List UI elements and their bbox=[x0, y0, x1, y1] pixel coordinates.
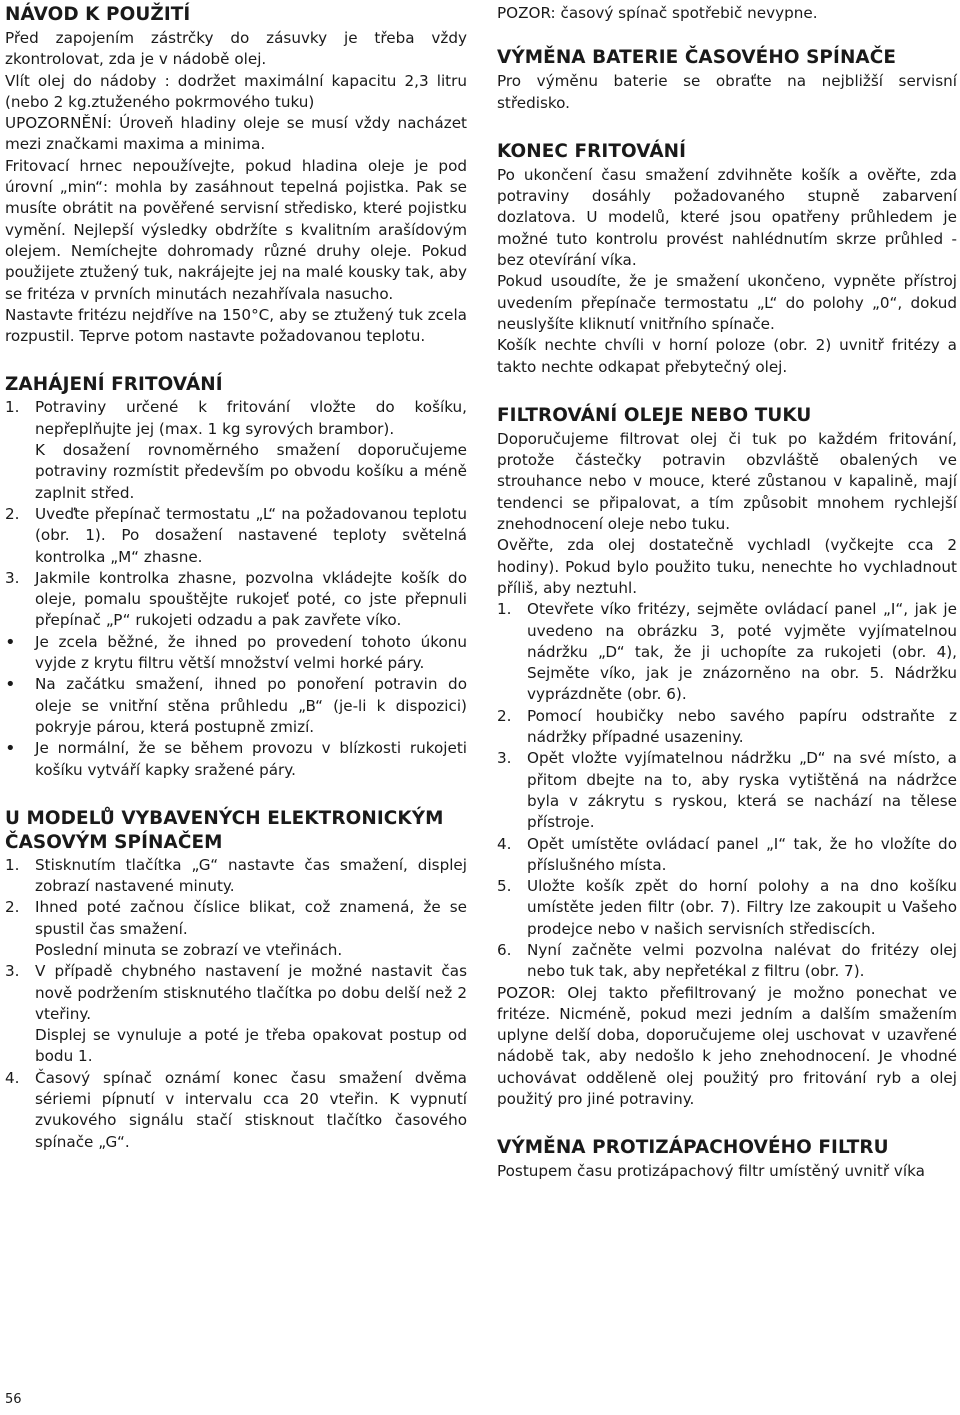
bullet-item bbox=[5, 632, 467, 675]
list-item bbox=[497, 834, 957, 877]
warning-paragraph: POZOR: Olej takto přefiltrovaný je možno ponechat ve fritéze. Nicméně, pokud mezi jedním a dalším smažením uplyne delší doba, doporučujeme olej uschovat v uzavřené nádobě tak, aby nedošlo k jeho znehodnocení. Je vhodné uchovávat odděleně olej použitý pro fritování ryb a olej použitý pro jiné potraviny. bbox=[497, 983, 957, 1109]
section-title-navod: NÁVOD K POUŽITÍ bbox=[5, 4, 191, 25]
item-number: 1. bbox=[5, 855, 20, 874]
item-number: 2. bbox=[5, 898, 20, 917]
item-text: Uveďte přepínač termostatu „L“ na požadovanou teplotu (obr. 1). Po dosažení nastavené teploty světelná kontrolka „M“ zhasne. bbox=[35, 504, 467, 566]
item-number: 1. bbox=[5, 398, 20, 417]
item-text: Uložte košík zpět do horní polohy a na dno košíku umístěte jeden filtr (obr. 7). Filtry lze zakoupit u Vašeho prodejce nebo v našich servisních střediscích. bbox=[527, 877, 957, 938]
list-item bbox=[497, 706, 957, 749]
right-column bbox=[497, 3, 957, 1183]
item-number: 4. bbox=[5, 1068, 20, 1087]
item-text: Pomocí houbičky nebo savého papíru odstraňte z nádržky případné usazeniny. bbox=[527, 706, 957, 747]
filter-steps-list bbox=[497, 599, 957, 982]
bullet-item bbox=[5, 674, 467, 738]
section-title-filtrovani: FILTROVÁNÍ OLEJE NEBO TUKU bbox=[497, 404, 812, 426]
list-item bbox=[497, 599, 957, 705]
item-number: 1. bbox=[497, 600, 512, 619]
list-item bbox=[5, 961, 467, 1025]
item-text: V případě chybného nastavení je možné nastavit čas nově podržením stisknutého tlačítka po dobu delší než 2 vteřiny. bbox=[35, 962, 467, 1023]
item-text: Je normální, že se během provozu v blízkosti rukojeti košíku vytváří kapky sražené páry. bbox=[35, 739, 467, 779]
item-number: 6. bbox=[497, 940, 512, 959]
list-item bbox=[5, 1068, 467, 1153]
section-title-zahajeni: ZAHÁJENÍ FRITOVÁNÍ bbox=[5, 374, 223, 396]
bullet-icon: • bbox=[5, 674, 16, 696]
section-title-modely: U MODELŮ VYBAVENÝCH ELEKTRONICKÝM ČASOVÝM SPÍNAČEM bbox=[5, 807, 444, 853]
paragraph: Košík nechte chvíli v horní poloze (obr. 2) uvnitř fritézy a takto nechte odkapat přebytečný olej. bbox=[497, 336, 957, 376]
item-number: 3. bbox=[5, 962, 20, 981]
list-item bbox=[497, 748, 957, 833]
paragraph: Po ukončení času smažení zdvihněte košík a ověřte, zda potraviny dosáhly požadovaného stupně zabarvení dozlatova. U modelů, které jsou opatřeny průhledem je možné tuto kontrolu provést nahlédnutím skrze průhled - bez otevírání víka. bbox=[497, 165, 957, 270]
warning-paragraph: POZOR: časový spínač spotřebič nevypne. bbox=[497, 4, 818, 22]
list-item bbox=[497, 940, 957, 983]
page-number: 56 bbox=[5, 1392, 22, 1407]
paragraph: Fritovací hrnec nepoužívejte, pokud hladina oleje je pod úrovní „min“: mohla by zasáhnout tepelná pojistka. Pak se musíte obrátit na pověřené servisní středisko, které pojistku vymění. Nejlepší výsledky obdržíte s kvalitním arašídovým olejem. Nemíchejte dohromady různé druhy oleje. Pokud použijete ztužený tuk, nakrájejte jej na malé kousky tak, aby se fritéza v prvních minutách nezahřívala nasucho. bbox=[5, 156, 467, 303]
paragraph: Postupem času protizápachový filtr umístěný uvnitř víka bbox=[497, 1162, 925, 1181]
section-title-baterie: VÝMĚNA BATERIE ČASOVÉHO SPÍNAČE bbox=[497, 47, 897, 69]
item-text: Na začátku smažení, ihned po ponoření potravin do oleje se vnitřní stěna průhledu „B“ (je-li k dispozici) pokryje párou, která postupně zmizí. bbox=[35, 675, 467, 736]
item-text: Potraviny určené k fritování vložte do košíku, nepřeplňujte jej (max. 1 kg syrových brambor). bbox=[35, 398, 467, 438]
left-column bbox=[5, 3, 467, 1153]
paragraph: Ověřte, zda olej dostatečně vychladl (vyčkejte cca 2 hodiny). Pokud bylo použito tuku, nenechte ho vychladnout příliš, aby neztuhl. bbox=[497, 536, 957, 597]
item-text: Ihned poté začnou číslice blikat, což znamená, že se spustil čas smažení. bbox=[35, 898, 467, 938]
list-item bbox=[5, 397, 467, 440]
item-number: 4. bbox=[497, 834, 512, 853]
item-number: 2. bbox=[497, 706, 512, 725]
list-item bbox=[497, 876, 957, 940]
section-title-protizapachovy: VÝMĚNA PROTIZÁPACHOVÉHO FILTRU bbox=[497, 1137, 889, 1159]
item-text: Opět vložte vyjímatelnou nádržku „D“ na své místo, a přitom dbejte na to, aby ryska vytištěná na nádržce byla v zákrytu s ryskou, která se nachází na tělese přístroje. bbox=[527, 749, 957, 832]
paragraph: Vlít olej do nádoby : dodržet maximální kapacitu 2,3 litru (nebo 2 kg.ztuženého pokrmového tuku) bbox=[5, 71, 467, 111]
item-text: Stisknutím tlačítka „G“ nastavte čas smažení, displej zobrazí nastavené minuty. bbox=[35, 855, 467, 896]
paragraph: Doporučujeme filtrovat olej či tuk po každém fritování, protože částečky potravin obzvláště obalených ve strouhance nebo v mouce, které zůstanou v kapalině, mají tendenci se připalovat, a tím způsobit mnohem rychlejší znehodnocení oleje nebo tuku. bbox=[497, 429, 957, 534]
item-text: Časový spínač oznámí konec času smažení dvěma sériemi pípnutí v intervalu cca 20 vteřin. K vypnutí zvukového signálu stačí stisknout tlačítko časového spínače „G“. bbox=[35, 1068, 467, 1151]
warning-paragraph: UPOZORNĚNÍ: Úroveň hladiny oleje se musí vždy nacházet mezi značkami maxima a minima. bbox=[5, 114, 467, 154]
item-subtext: Poslední minuta se zobrazí ve vteřinách. bbox=[35, 940, 343, 959]
paragraph: Před zapojením zástrčky do zásuvky je třeba vždy zkontrolovat, zda je v nádobě olej. bbox=[5, 29, 467, 69]
item-text: Otevřete víko fritézy, sejměte ovládací panel „I“, jak je uvedeno na obrázku 3, poté vyjměte vyjímatelnou nádržku „D“ tak, že ji uchopíte za rukojeti (obr. 4), Sejměte víko, jak je znázorněno na obr. 5. Nádržku vyprázdněte (obr. 6). bbox=[527, 600, 957, 704]
item-text: Opět umístěte ovládací panel „I“ tak, že ho vložíte do příslušného místa. bbox=[527, 834, 957, 874]
bullet-item bbox=[5, 738, 467, 781]
bullet-icon: • bbox=[5, 631, 16, 653]
list-item bbox=[5, 855, 467, 898]
bullet-icon: • bbox=[5, 738, 16, 760]
section-title-konec: KONEC FRITOVÁNÍ bbox=[497, 140, 687, 162]
item-text: Jakmile kontrolka zhasne, pozvolna vkládejte košík do oleje, pomalu spouštějte rukojeť poté, co jste přepnuli přepínač „P“ rukojeti odzadu a pak zavřete víko. bbox=[35, 568, 467, 630]
item-text: Nyní začněte velmi pozvolna nalévat do fritézy olej nebo tuk tak, aby nepřetékal z filtru (obr. 7). bbox=[527, 940, 957, 981]
item-number: 3. bbox=[497, 749, 512, 768]
item-number: 5. bbox=[497, 877, 512, 896]
paragraph: Pokud usoudíte, že je smažení ukončeno, vypněte přístroj uvedením přepínače termostatu „L“ do polohy „0“, dokud neuslyšíte kliknutí vnitřního spínače. bbox=[497, 272, 957, 333]
item-subtext: K dosažení rovnoměrného smažení doporučujeme potraviny rozmístit především po obvodu košíku a méně zaplnit střed. bbox=[35, 441, 467, 502]
paragraph: Nastavte fritézu nejdříve na 150°C, aby se ztužený tuk zcela rozpustil. Teprve potom nastavte požadovanou teplotu. bbox=[5, 305, 467, 346]
list-item bbox=[5, 897, 467, 940]
item-text: Je zcela běžné, že ihned po provedení tohoto úkonu vyjde z krytu filtru větší množství velmi horké páry. bbox=[35, 632, 467, 673]
list-item bbox=[5, 568, 467, 632]
item-subtext: Displej se vynuluje a poté je třeba opakovat postup od bodu 1. bbox=[35, 1026, 467, 1066]
paragraph: Pro výměnu baterie se obraťte na nejbližší servisní středisko. bbox=[497, 72, 957, 112]
list-item bbox=[5, 504, 467, 568]
item-number: 3. bbox=[5, 568, 20, 587]
item-number: 2. bbox=[5, 504, 20, 523]
